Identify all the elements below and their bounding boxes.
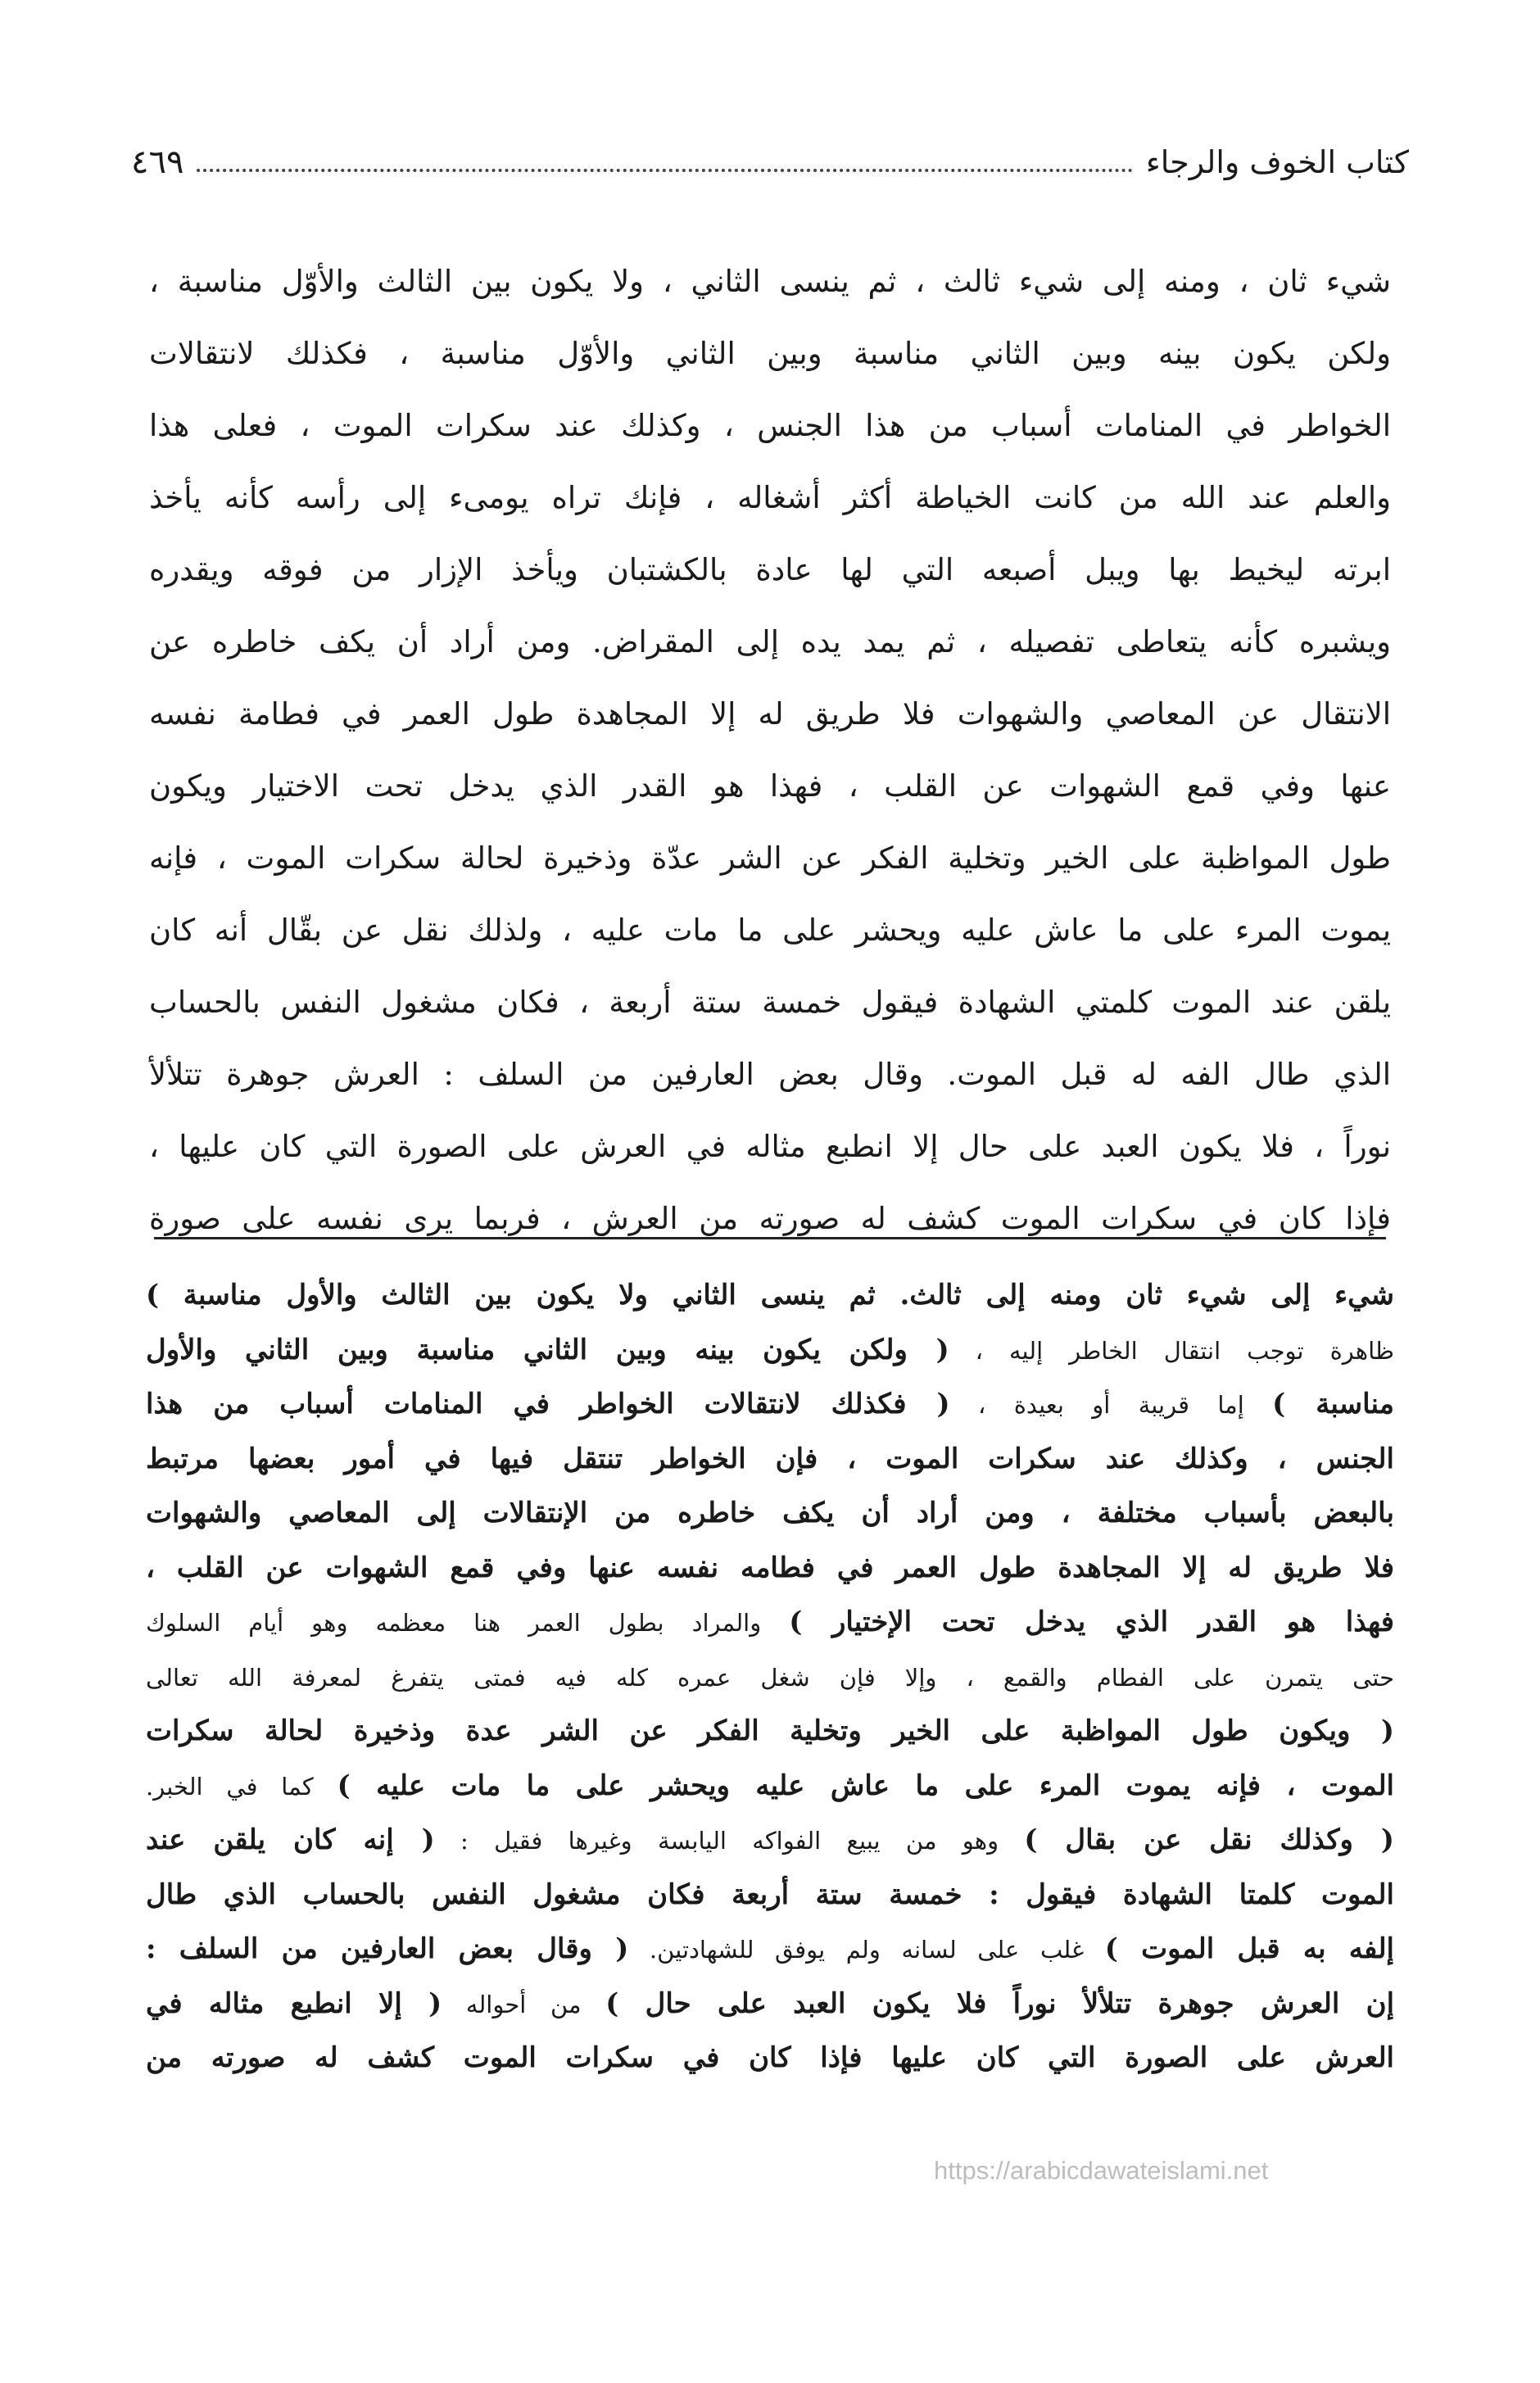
main-text-line: طول المواظبة على الخير وتخلية الفكر عن الشر عدّة وذخيرة لحالة سكرات الموت ، فإنه <box>149 840 1391 876</box>
quoted-matn-text: مناسبة ) <box>1272 1388 1395 1420</box>
commentary-line <box>146 1650 1394 1705</box>
main-text-line: فإذا كان في سكرات الموت كشف له صورته من العرش ، فربما يرى نفسه على صورة <box>149 1201 1391 1236</box>
quoted-matn-text: ( ولكن يكون بينه وبين الثاني مناسبة وبين الثاني والأول <box>146 1333 949 1366</box>
commentary-line <box>146 2031 1394 2086</box>
footnote-separator-rule <box>154 1237 1386 1239</box>
commentary-line <box>146 1759 1394 1814</box>
quoted-matn-text: ( وقال بعض العارفين من السلف : <box>146 1932 629 1965</box>
commentary-line <box>146 1813 1394 1868</box>
main-text-line: والعلم عند الله من كانت الخياطة أكثر أشغاله ، فإنك تراه يومىء إلى رأسه كأنه يأخذ <box>149 480 1391 515</box>
main-text-line: شيء ثان ، ومنه إلى شيء ثالث ، ثم ينسى الثاني ، ولا يكون بين الثالث والأوّل مناسبة ، <box>149 264 1391 299</box>
page-number: ٤٦٩ <box>131 143 184 181</box>
main-text-line: الخواطر في المنامات أسباب من هذا الجنس ، وكذلك عند سكرات الموت ، فعلى هذا <box>149 408 1391 443</box>
commentary-line <box>146 1377 1394 1432</box>
commentary-gloss-text: غلب على لسانه ولم يوفق للشهادتين. <box>628 1936 1105 1964</box>
quoted-matn-text: إن العرش جوهرة تتلألأ نوراً فلا يكون العبد على حال ) <box>605 1987 1395 2020</box>
main-text-line: يموت المرء على ما عاش عليه ويحشر على ما مات عليه ، ولذلك نقل عن بقّال أنه كان <box>149 913 1391 948</box>
commentary-block <box>146 1268 1394 2086</box>
commentary-gloss-text: وهو من يبيع الفواكه اليابسة وغيرها فقيل : <box>434 1827 1025 1855</box>
commentary-line <box>146 1486 1394 1541</box>
main-text-line: الذي طال الفه له قبل الموت. وقال بعض العارفين من السلف : العرش جوهرة تتلألأ <box>149 1057 1391 1092</box>
main-text-line: الانتقال عن المعاصي والشهوات فلا طريق له إلا المجاهدة طول العمر في فطامة نفسه <box>149 696 1391 732</box>
commentary-line <box>146 1432 1394 1487</box>
quoted-matn-text: الموت ، فإنه يموت المرء على ما عاش عليه ويحشر على ما مات عليه ) <box>337 1769 1395 1802</box>
main-text-line: ولكن يكون بينه وبين الثاني مناسبة وبين الثاني والأوّل مناسبة ، فكذلك لانتقالات <box>149 336 1391 371</box>
leader-dots <box>197 169 1132 172</box>
quoted-matn-text: شيء إلى شيء ثان ومنه إلى ثالث. ثم ينسى الثاني ولا يكون بين الثالث والأول مناسبة ) <box>146 1279 1394 1312</box>
commentary-gloss-text: والمراد بطول العمر هنا معظمه وهو أيام السلوك <box>146 1609 790 1637</box>
quoted-matn-text: فلا طريق له إلا المجاهدة طول العمر في فطامه نفسه عنها وفي قمع الشهوات عن القلب ، <box>146 1551 1394 1584</box>
quoted-matn-text: فهذا هو القدر الذي يدخل تحت الإختيار ) <box>789 1606 1394 1638</box>
quoted-matn-text: الموت كلمتا الشهادة فيقول : خمسة ستة أربعة فكان مشغول النفس بالحساب الذي طال <box>146 1878 1394 1911</box>
quoted-matn-text: بالبعض بأسباب مختلفة ، ومن أراد أن يكف خاطره من الإنتقالات إلى المعاصي والشهوات <box>146 1497 1394 1529</box>
main-text-line: عنها وفي قمع الشهوات عن القلب ، فهذا هو القدر الذي يدخل تحت الاختيار ويكون <box>149 768 1391 804</box>
main-text-line: ويشبره كأنه يتعاطى تفصيله ، ثم يمد يده إلى المقراض. ومن أراد أن يكف خاطره عن <box>149 624 1391 659</box>
commentary-line <box>146 1868 1394 1923</box>
quoted-matn-text: ( إنه كان يلقن عند <box>146 1823 435 1856</box>
commentary-gloss-text: من أحواله <box>442 1990 606 2018</box>
commentary-line <box>146 1323 1394 1378</box>
commentary-gloss-text: حتى يتمرن على الفطام والقمع ، وإلا فإن شغل عمره كله فيه فمتى يتفرغ لمعرفة الله تعالى <box>146 1663 1394 1692</box>
commentary-line <box>146 1268 1394 1323</box>
quoted-matn-text: ( إلا انطبع مثاله في <box>146 1987 442 2020</box>
commentary-line <box>146 1704 1394 1759</box>
main-text-line: يلقن عند الموت كلمتي الشهادة فيقول خمسة ستة أربعة ، فكان مشغول النفس بالحساب <box>149 985 1391 1020</box>
quoted-matn-text: العرش على الصورة التي كان عليها فإذا كان في سكرات الموت كشف له صورته من <box>146 2041 1394 2074</box>
commentary-line <box>146 1541 1394 1596</box>
main-text-block <box>149 246 1391 1255</box>
commentary-gloss-text: ظاهرة توجب انتقال الخاطر إليه ، <box>949 1336 1394 1365</box>
main-text-line: ابرته ليخيط بها ويبل أصبعه التي لها عادة بالكشتبان ويأخذ الإزار من فوقه ويقدره <box>149 552 1391 587</box>
commentary-gloss-text: إما قريبة أو بعيدة ، <box>949 1391 1273 1419</box>
watermark-url: https://arabicdawateislami.net <box>934 2156 1269 2185</box>
running-header <box>131 138 1409 187</box>
quoted-matn-text: ( فكذلك لانتقالات الخواطر في المنامات أسباب من هذا <box>146 1388 950 1420</box>
quoted-matn-text: ( وكذلك نقل عن بقال ) <box>1024 1823 1394 1856</box>
commentary-line <box>146 1922 1394 1977</box>
quoted-matn-text: إلفه به قبل الموت ) <box>1104 1932 1394 1965</box>
chapter-title: كتاب الخوف والرجاء <box>1145 144 1409 180</box>
quoted-matn-text: الجنس ، وكذلك عند سكرات الموت ، فإن الخواطر تنتقل فيها في أمور بعضها مرتبط <box>146 1442 1394 1475</box>
quoted-matn-text: ( ويكون طول المواظبة على الخير وتخلية الفكر عن الشر عدة وذخيرة لحالة سكرات <box>146 1715 1394 1747</box>
main-text-line: نوراً ، فلا يكون العبد على حال إلا انطبع مثاله في العرش على الصورة التي كان عليها ، <box>149 1129 1391 1164</box>
commentary-line <box>146 1595 1394 1650</box>
commentary-gloss-text: كما في الخبر. <box>146 1772 337 1801</box>
commentary-line <box>146 1977 1394 2032</box>
